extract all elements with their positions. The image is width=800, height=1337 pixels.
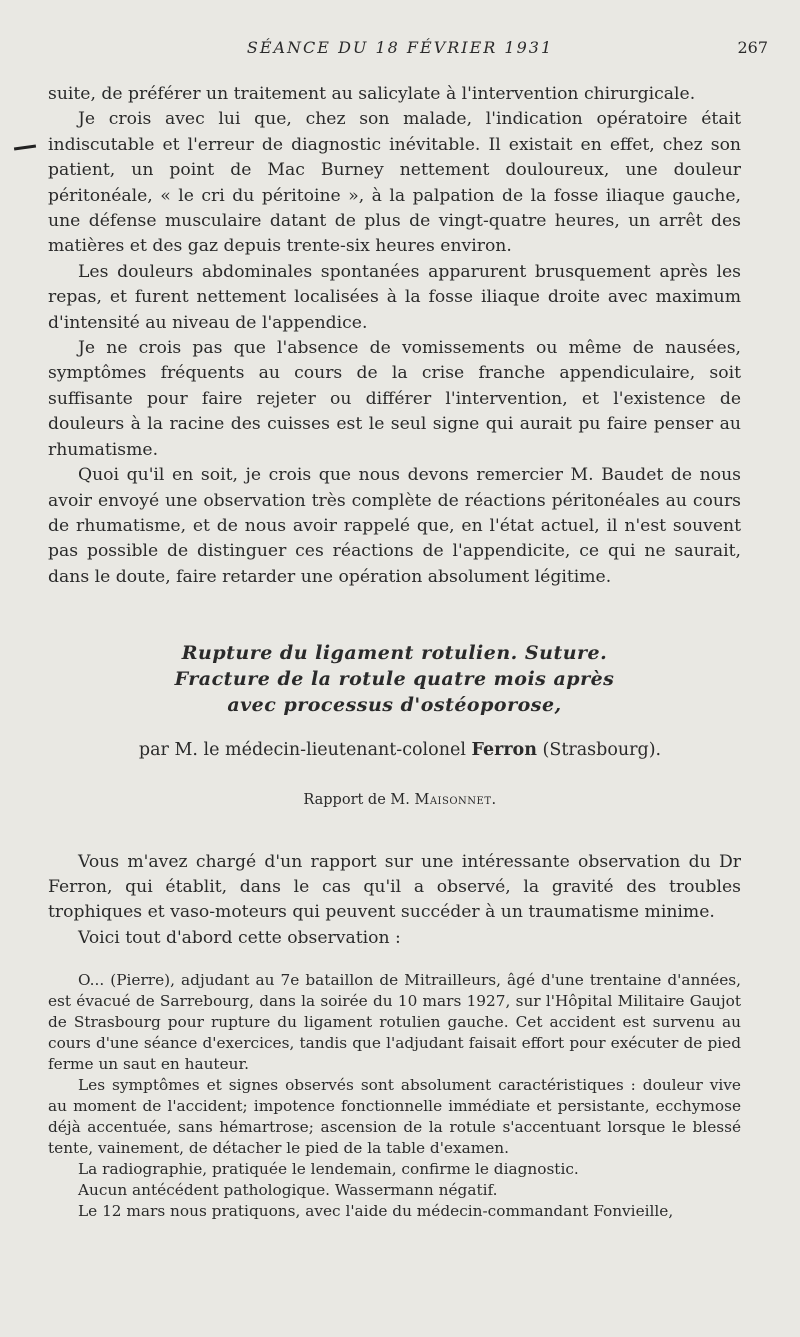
paragraph: Voici tout d'abord cette observation : (78, 927, 401, 948)
paragraph: Je ne crois pas que l'absence de vomissements ou même de nausées, symptômes fréquents au cours de la crise franche appendiculaire, soit suffisante pour faire rejeter ou différer l'intervention, et l'existence de douleurs à la racine des cuisses est le seul signe qui aurait pu faire penser au rhumatisme. (48, 338, 741, 460)
paragraph: Les douleurs abdominales spontanées apparurent brusquement après les repas, et furent nettement localisées à la fosse iliaque droite avec maximum d'intensité au niveau de l'appendice. (48, 261, 741, 333)
paragraph: Quoi qu'il en soit, je crois que nous devons remercier M. Baudet de nous avoir envoyé une observation très complète de réactions péritonéales au cours de rhumatisme, et de nous avoir rappelé que, en l'état actuel, il n'est souvent pas possible de distinguer ces réactions de l'appendicite, ce qui ne saurait, dans le doute, faire retarder une opération absolument légitime. (48, 465, 741, 587)
paragraph: Le 12 mars nous pratiquons, avec l'aide du médecin-commandant Fonvieille, (78, 1202, 674, 1220)
title-line: Rupture du ligament rotulien. Suture. (181, 642, 608, 664)
paragraph: suite, de préférer un traitement au salicylate à l'intervention chirurgicale. (48, 84, 696, 104)
continuation-text (48, 82, 741, 590)
article-title (48, 640, 741, 718)
paragraph: Les symptômes et signes observés sont absolument caractéristiques : douleur vive au moment de l'accident; impotence fonctionnelle immédiate et persistante, ecchymose déjà accentuée, sans hémartrose; ascension de la rotule s'accentuant lorsque le blessé tente, vainement, de détacher le pied de la table d'examen. (48, 1076, 741, 1157)
report-line (0, 792, 800, 808)
title-line: avec processus d'ostéoporose, (227, 694, 562, 716)
byline (0, 737, 800, 763)
running-head (0, 38, 800, 62)
byline-prefix: par M. le médecin-lieutenant-colonel (138, 740, 466, 760)
title-line: Fracture de la rotule quatre mois après (174, 668, 615, 690)
author-name: Ferron (471, 740, 537, 760)
byline-suffix: (Strasbourg). (542, 740, 662, 760)
report-prefix: Rapport de M. (303, 792, 410, 808)
running-head-title: SÉANCE DU 18 FÉVRIER 1931 (246, 38, 554, 57)
paragraph: Je crois avec lui que, chez son malade, l'indication opératoire était indiscutable et l'erreur de diagnostic inévitable. Il existait en effet, chez son patient, un point de Mac Burney nettement douloureux, une douleur péritonéale, « le cri du péritoine », à la palpation de la fosse iliaque gauche, une défense musculaire datant de plus de vingt-quatre heures, un arrêt des matières et des gaz depuis trente-six heures environ. (48, 109, 741, 257)
paragraph: Vous m'avez chargé d'un rapport sur une intéressante observation du Dr Ferron, qui établit, dans le cas qu'il a observé, la gravité des troubles trophiques et vaso-moteurs qui peuvent succéder à un traumatisme minime. (48, 852, 741, 923)
paragraph: O... (Pierre), adjudant au 7e bataillon de Mitrailleurs, âgé d'une trentaine d'années, est évacué de Sarrebourg, dans la soirée du 10 mars 1927, sur l'Hôpital Militaire Gaujot de Strasbourg pour rupture du ligament rotulien gauche. Cet accident est survenu au cours d'une séance d'exercices, tandis que l'adjudant faisait effort pour exécuter de pied ferme un saut en hauteur. (48, 971, 741, 1073)
reporter-name: Maisonnet. (414, 792, 497, 808)
page-number: 267 (737, 38, 768, 57)
intro-text (48, 850, 741, 951)
observation-text (48, 970, 741, 1222)
paragraph: Aucun antécédent pathologique. Wassermann négatif. (78, 1181, 498, 1199)
margin-mark (14, 144, 36, 150)
paragraph: La radiographie, pratiquée le lendemain, confirme le diagnostic. (78, 1160, 579, 1178)
